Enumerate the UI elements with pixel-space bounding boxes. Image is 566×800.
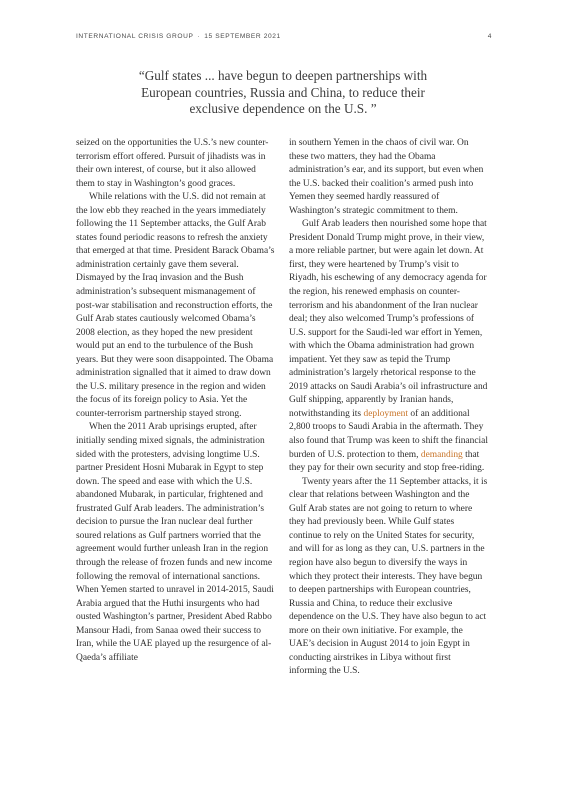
header-separator: ·: [197, 33, 201, 40]
paragraph-text: of an additional 2,800 troops to Saudi Arabia in the aftermath. They also found that Trump was keen to shift the financial burden of U.S. protection to them,: [289, 408, 488, 460]
publication-date: 15 SEPTEMBER 2021: [204, 33, 281, 40]
header-left: [76, 33, 281, 40]
paragraph-text: that they pay for their own security and stop free-riding.: [289, 449, 485, 474]
deployment-link[interactable]: deployment: [363, 408, 409, 419]
pull-quote: “Gulf states ... have begun to deepen partnerships with European countries, Russia and China, to reduce their exclusive dependence on the U.S. ”: [138, 68, 428, 117]
publisher-name: INTERNATIONAL CRISIS GROUP: [76, 33, 194, 40]
page-number: 4: [487, 33, 492, 40]
paragraph: [289, 218, 489, 475]
demanding-link[interactable]: demanding: [420, 449, 463, 460]
paragraph: in southern Yemen in the chaos of civil war. On these two matters, they had the Obama administration’s ear, and its support, but even when the U.S. backed their coalition’s armed push into Yemen they seemed hardly reassured of Washington’s strategic commitment to them.: [289, 138, 484, 216]
running-header: [76, 33, 492, 45]
paragraph: Twenty years after the 11 September attacks, it is clear that relations between Washington and the Gulf Arab states are not going to return to where they had previously been. While Gulf states continue to rely on the United States for security, and will for as long as they can, U.S. partners in the region have also begun to diversify the ways in which they protect their interests. They have begun to deepen partnerships with European countries, Russia and China, to reduce their exclusive dependence on the U.S. They have also begun to act more on their own initiative. For example, the UAE’s decision in August 2014 to join Egypt in conducting airstrikes in Libya without first informing the U.S.: [289, 476, 488, 677]
right-column: [289, 137, 489, 679]
paragraph-text: Gulf Arab leaders then nourished some hope that President Donald Trump might prove, in their view, a more reliable partner, but were again let down. At first, they were heartened by Trump’s visit to Riyadh, his eschewing of any democracy agenda for the region, his renewed emphasis on counter-terrorism and his abandonment of the Iran nuclear deal; they also welcomed Trump’s professions of U.S. support for the Saudi-led war effort in Yemen, with which the Obama administration had grown impatient. Yet they saw as tepid the Trump administration’s largely rhetorical response to the 2019 attacks on Saudi Arabia’s oil infrastructure and Gulf shipping, apparently by Iranian hands, notwithstanding its: [289, 219, 488, 419]
paragraph: When the 2011 Arab uprisings erupted, after initially sending mixed signals, the administration sided with the protesters, advising longtime U.S. partner President Hosni Mubarak in Egypt to step down. The speed and ease with which the U.S. abandoned Mubarak, in particular, frightened and frustrated Gulf Arab leaders. The administration’s decision to pursue the Iran nuclear deal further soured relations as Gulf partners worried that the agreement would further unleash Iran in the region through the release of frozen funds and new income following the removal of international sanctions. When Yemen started to unravel in 2014-2015, Saudi Arabia argued that the Huthi insurgents who had ousted Washington’s partner, President Abed Rabbo Mansour Hadi, from Sanaa owed their success to Iran, while the UAE played up the resurgence of al-Qaeda’s affiliate: [76, 422, 274, 663]
paragraph: seized on the opportunities the U.S.’s new counter-terrorism effort offered. Pursuit of jihadists was in their own interest, of course, but it also allowed them to stay in Washington’s good graces.: [76, 138, 269, 189]
left-column: [76, 137, 276, 665]
paragraph: While relations with the U.S. did not remain at the low ebb they reached in the years immediately following the 11 September attacks, the Gulf Arab states found periodic reasons to refresh the anxiety that emerged at that time. President Barack Obama’s administration certainly gave them several. Dismayed by the Iraq invasion and the Bush administration’s subsequent mismanagement of post-war stabilisation and reconstruction efforts, the Gulf Arab states cautiously welcomed Obama’s 2008 election, as they hoped the new president would put an end to the turbulence of the Bush years. But they were soon disappointed. The Obama administration signalled that it aimed to draw down the U.S. military presence in the region and widen the focus of its foreign policy to Asia. Yet the counter-terrorism partnership stayed strong.: [76, 192, 275, 419]
